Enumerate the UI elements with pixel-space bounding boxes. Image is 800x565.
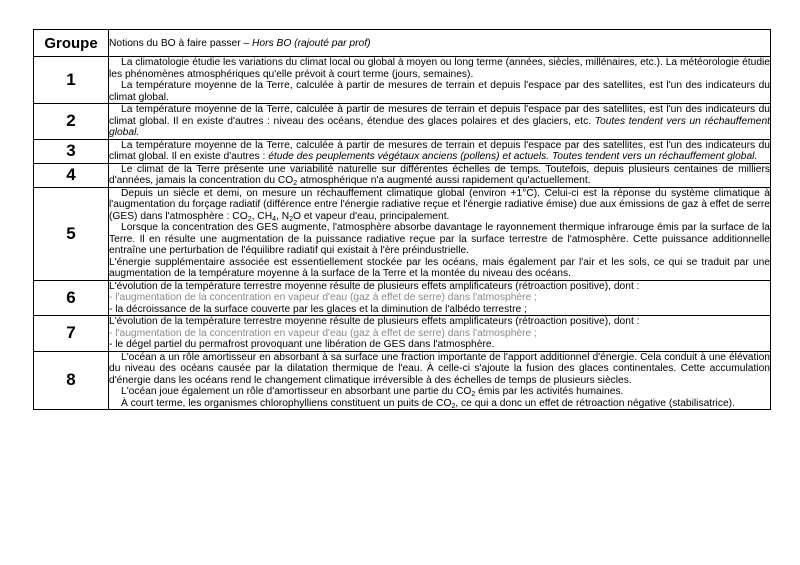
paragraph: L'évolution de la température terrestre moyenne résulte de plusieurs effets amplificateurs (rétroaction positive), dont : — [109, 280, 640, 292]
group-number: 8 — [34, 351, 109, 410]
paragraph — [109, 398, 770, 410]
paragraph — [109, 188, 770, 223]
paragraph: Lorsque la concentration des GES augmente, l'atmosphère absorbe davantage le rayonnement thermique infrarouge émis par la surface de la Terre. Il en résulte une augmentation de la puissance radiative reçue par la surface terrestre de l'atmosphère. Cette puissance additionnelle entraîne une perturbation de l'équilibre radiatif qui existait à l'ère préindustrielle. — [109, 222, 770, 256]
group-number: 7 — [34, 316, 109, 352]
notions-table — [33, 29, 771, 410]
notion-cell — [109, 104, 771, 140]
subscript: 2 — [293, 180, 298, 187]
table-row — [34, 57, 771, 104]
group-number: 5 — [34, 187, 109, 280]
list-item-hors-bo: - l'augmentation de la concentration en vapeur d'eau (gaz à effet de serre) dans l'atmosphère ; — [109, 292, 537, 303]
group-number: 2 — [34, 104, 109, 140]
notion-cell — [109, 280, 771, 316]
paragraph-text: émis par les activités humaines. — [475, 386, 624, 397]
notion-cell — [109, 316, 771, 352]
paragraph-text: La température moyenne de la Terre, calculée à partir de mesures de terrain et depuis l'espace par des satellites, est l'un des indicateurs du climat global. Il en existe d'autres : niveau des océans, étendue des glaces polaires et des glaciers, etc. — [109, 104, 770, 127]
paragraph: L'évolution de la température terrestre moyenne résulte de plusieurs effets amplificateurs (rétroaction positive), dont : — [109, 316, 640, 327]
group-number: 1 — [34, 57, 109, 104]
table-row — [34, 104, 771, 140]
notion-cell — [109, 139, 771, 163]
group-number: 4 — [34, 163, 109, 187]
paragraph — [109, 104, 770, 139]
paragraph — [109, 140, 770, 163]
table-row — [34, 351, 771, 410]
paragraph-text: O et vapeur d'eau, principalement. — [293, 210, 450, 222]
list-item-hors-bo: - l'augmentation de la concentration en vapeur d'eau (gaz à effet de serre) dans l'atmosphère ; — [109, 327, 537, 339]
paragraph-text: Depuis un siècle et demi, on mesure un réchauffement climatique global (environ +1°C). Celui-ci est la réponse du système climatique à l'augmentation du forçage radiatif (différence entre l'énergie radiative reçue et l'énergie radiative émise) due aux émissions de gaz à effet de serre (GES) dans l'atmosphère : CO — [109, 187, 770, 222]
subscript: 4 — [272, 215, 276, 223]
paragraph: L'océan a un rôle amortisseur en absorbant à sa surface une fraction importante de l'apport additionnel d'énergie. Cela conduit à une élévation du niveau des océans causée par la dilatation thermique de l'eau. À celle-ci s'ajoute la fusion des glaces continentales. Cette accumulation d'énergie dans les océans rend le changement climatique irréversible à des échelles de temps de plusieurs siècles. — [109, 351, 770, 386]
notion-cell — [109, 57, 771, 104]
group-number: 3 — [34, 139, 109, 163]
subscript: 2 — [289, 215, 294, 223]
paragraph: L'énergie supplémentaire associée est essentiellement stockée par les océans, mais également par l'air et les sols, ce qui se traduit par une augmentation de la température moyenne à la surface de la Terre et la montée du niveau des océans. — [109, 256, 770, 279]
table-row — [34, 187, 771, 280]
table-header-row — [34, 30, 771, 57]
paragraph — [109, 164, 770, 187]
paragraph: La climatologie étudie les variations du climat local ou global à moyen ou long terme (années, siècles, millénaires, etc.). La météorologie étudie les phénomènes atmosphériques qu'elle prévoit à court terme (jours, semaines). — [109, 57, 770, 80]
hors-bo-text: Toutes tendent vers un réchauffement global. — [109, 115, 770, 138]
table-row — [34, 316, 771, 352]
list-item: - la décroissance de la surface couverte par les glaces et la diminution de l'albédo terrestre ; — [109, 303, 527, 315]
notion-cell — [109, 187, 771, 280]
table-row — [34, 163, 771, 187]
paragraph-text: atmosphérique n'a augmenté aussi rapidement qu'actuellement. — [297, 175, 591, 186]
subscript: 2 — [247, 215, 252, 223]
subscript: 2 — [471, 391, 476, 398]
paragraph: La température moyenne de la Terre, calculée à partir de mesures de terrain et depuis l'espace par des satellites, est l'un des indicateurs du climat global. — [109, 80, 770, 103]
subscript: 2 — [451, 402, 456, 410]
paragraph-text: , N — [276, 210, 290, 222]
hors-bo-text: étude des peuplements végétaux anciens (pollens) et actuels. Toutes tendent vers un réchauffement global. — [268, 151, 758, 162]
group-column-header: Groupe — [34, 30, 109, 57]
table-row — [34, 280, 771, 316]
notion-cell — [109, 351, 771, 410]
paragraph-text: Le climat de la Terre présente une variabilité naturelle sur différentes échelles de temps. Toutefois, depuis plusieurs centaines de milliers d'années, jamais la concentration du CO — [109, 163, 770, 186]
notions-column-header — [109, 30, 771, 57]
paragraph-text: L'océan joue également un rôle d'amortisseur en absorbant une partie du CO — [121, 386, 472, 397]
hors-bo-label: Hors BO (rajouté par prof) — [252, 37, 371, 49]
paragraph-text: , ce qui a donc un effet de rétroaction négative (stabilisatrice). — [455, 397, 735, 409]
paragraph — [109, 386, 770, 398]
table-row — [34, 139, 771, 163]
list-item: - le dégel partiel du permafrost provoquant une libération de GES dans l'atmosphère. — [109, 339, 495, 350]
notions-label: Notions du BO à faire passer — [109, 37, 241, 49]
header-dash: – — [240, 37, 253, 49]
paragraph-text: La température moyenne de la Terre, calculée à partir de mesures de terrain et depuis l'espace par des satellites, est l'un des indicateurs du climat global. Il en existe d'autres : — [109, 139, 770, 162]
group-number: 6 — [34, 280, 109, 316]
notion-cell — [109, 163, 771, 187]
paragraph-text: , CH — [251, 210, 273, 222]
paragraph-text: À court terme, les organismes chlorophylliens constituent un puits de CO — [121, 397, 452, 409]
